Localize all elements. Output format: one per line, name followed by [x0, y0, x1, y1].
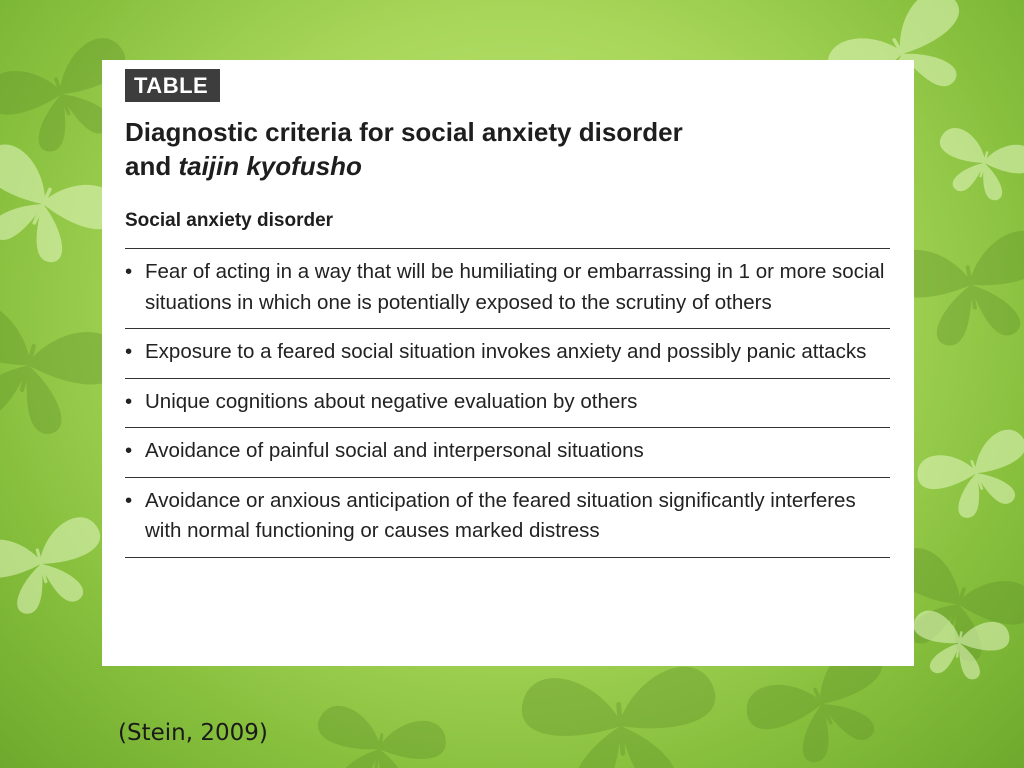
list-item-text: Unique cognitions about negative evaluation by others [145, 389, 638, 413]
bullet-icon: • [125, 439, 133, 462]
title-italic-term: taijin kyofusho [178, 151, 362, 181]
title-line-1: Diagnostic criteria for social anxiety disorder [125, 117, 683, 147]
list-item [125, 249, 890, 329]
bullet-icon: • [125, 488, 133, 512]
list-item [125, 428, 890, 478]
bullet-icon: • [125, 340, 133, 363]
citation: (Stein, 2009) [118, 720, 268, 746]
list-item [125, 379, 890, 429]
table-title [125, 115, 895, 183]
list-item [125, 329, 890, 379]
list-item-text: Avoidance or anxious anticipation of the feared situation significantly interferes with normal functioning or causes marked distress [145, 488, 856, 542]
list-item-text: Fear of acting in a way that will be humiliating or embarrassing in 1 or more social situations in which one is potentially exposed to the scrutiny of others [145, 260, 885, 314]
criteria-list [125, 248, 890, 558]
list-item [125, 478, 890, 558]
bullet-icon: • [125, 389, 133, 413]
title-line-2-prefix: and [125, 151, 179, 181]
section-heading: Social anxiety disorder [125, 210, 334, 231]
list-item-text: Exposure to a feared social situation invokes anxiety and possibly panic attacks [145, 340, 867, 363]
list-item-text: Avoidance of painful social and interpersonal situations [145, 439, 644, 462]
bullet-icon: • [125, 260, 133, 283]
table-card [102, 60, 914, 666]
table-tag-label: TABLE [125, 69, 220, 102]
